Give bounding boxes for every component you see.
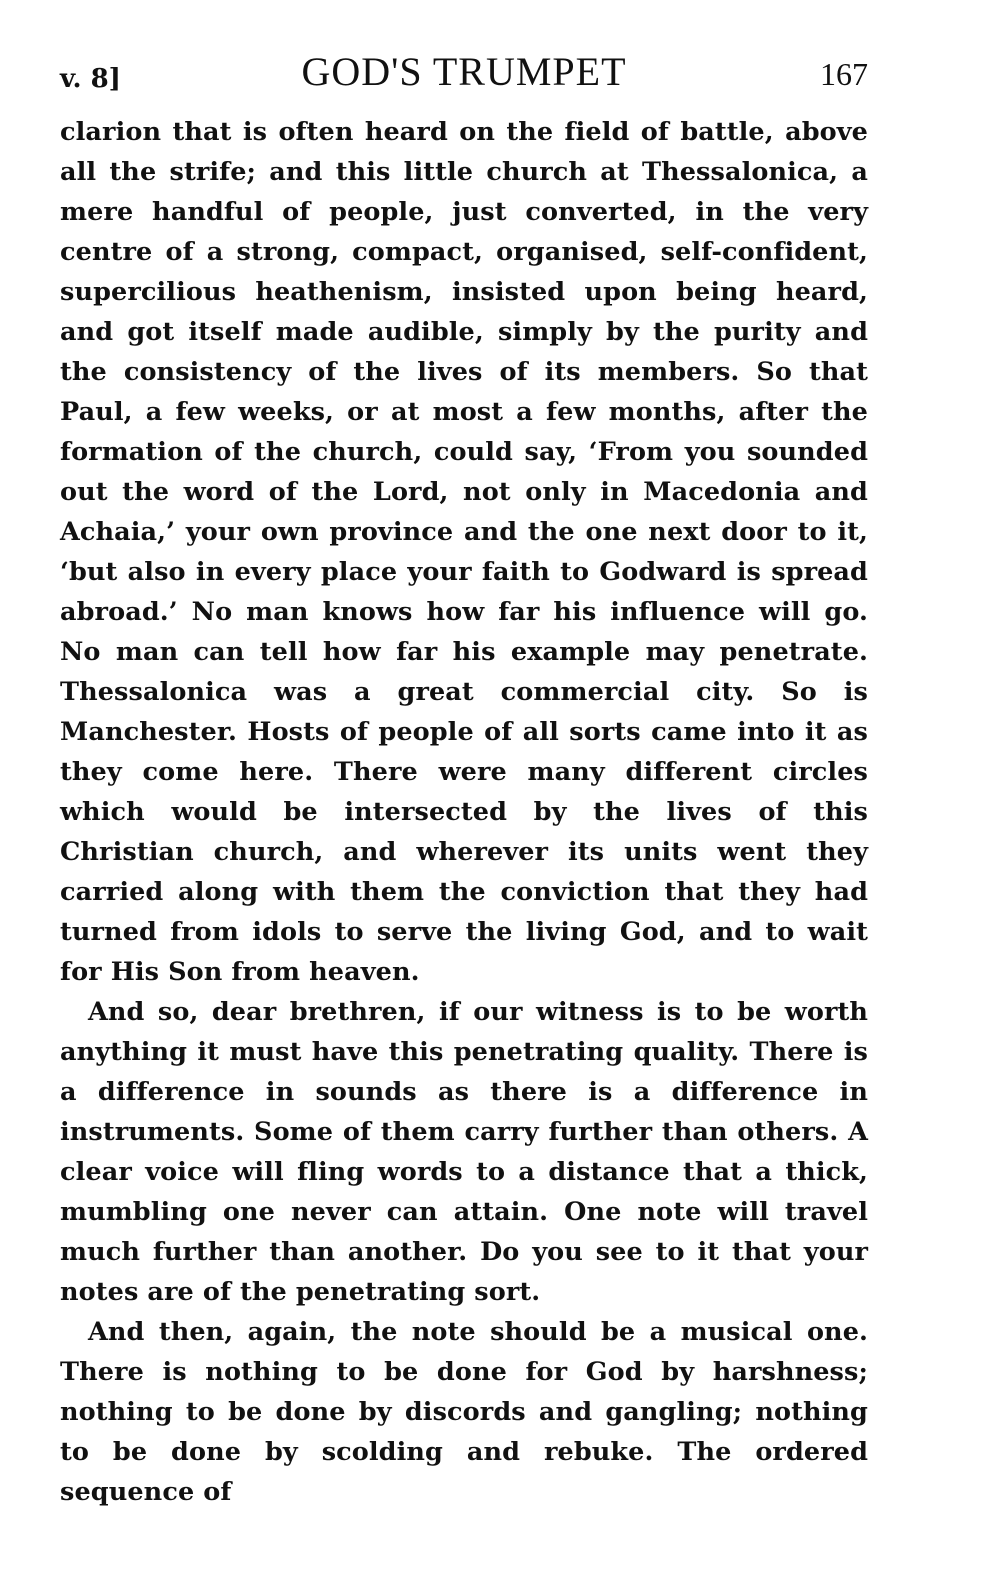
page-title: GOD'S TRUMPET bbox=[301, 49, 627, 94]
book-page bbox=[60, 48, 868, 1512]
paragraph: And then, again, the note should be a musical one. There is nothing to be done for God by harshness; nothing to be done by discords and gangling; nothing to be done by scolding and rebuke. The ordered sequence of bbox=[60, 1317, 868, 1507]
body-text bbox=[60, 112, 868, 1512]
page-number: 167 bbox=[820, 56, 868, 92]
paragraph: clarion that is often heard on the field of battle, above all the strife; and this little church at Thessalonica, a mere handful of people, just converted, in the very centre of a strong, compact, organised, self-confident, supercilious heathenism, insisted upon being heard, and got itself made audible, simply by the purity and the consistency of the lives of its members. So that Paul, a few weeks, or at most a few months, after the formation of the church, could say, ‘From you sounded out the word of the Lord, not only in Macedonia and Achaia,’ your own province and the one next door to it, ‘but also in every place your faith to Godward is spread abroad.’ No man knows how far his influence will go. No man can tell how far his example may penetrate. Thessalonica was a great commercial city. So is Manchester. Hosts of people of all sorts came into it as they come here. There were many different circles which would be intersected by the lives of this Christian church, and wherever its units went they carried along with them the conviction that they had turned from idols to serve the living God, and to wait for His Son from heaven. bbox=[60, 117, 868, 987]
paragraph: And so, dear brethren, if our witness is to be worth anything it must have this penetrating quality. There is a difference in sounds as there is a difference in instruments. Some of them carry further than others. A clear voice will fling words to a distance that a thick, mumbling one never can attain. One note will travel much further than another. Do you see to it that your notes are of the penetrating sort. bbox=[60, 997, 868, 1307]
running-head bbox=[60, 48, 868, 100]
verse-reference: v. 8] bbox=[60, 64, 121, 94]
